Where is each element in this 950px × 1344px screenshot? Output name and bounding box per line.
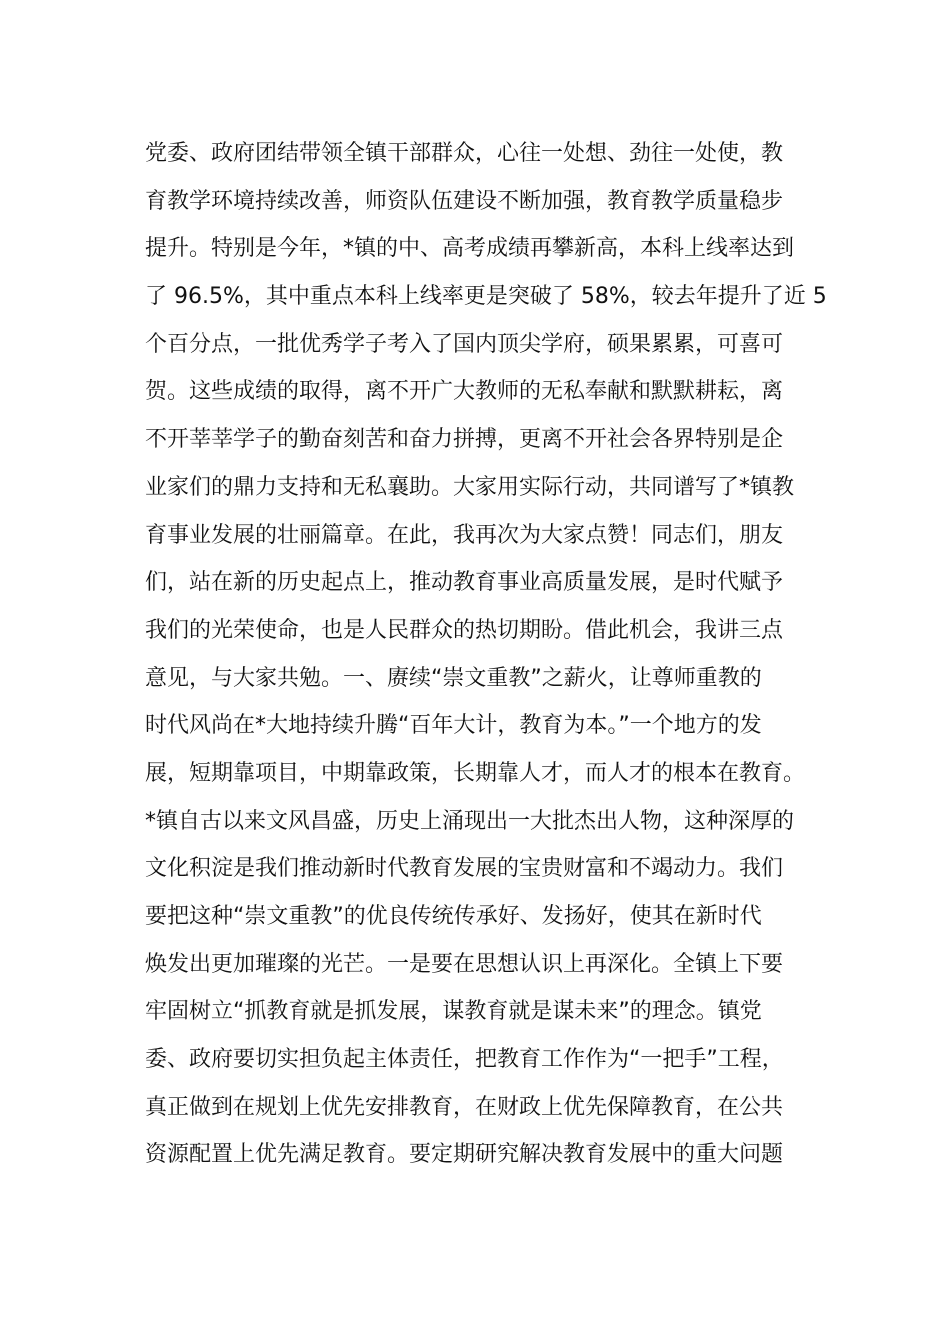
text-line: 育教学环境持续改善，师资队伍建设不断加强，教育教学质量稳步 [145,188,784,214]
text-line: 时代风尚在*大地持续升腾“百年大计，教育为本。”一个地方的发 [145,713,762,739]
text-line: 焕发出更加璀璨的光芒。一是要在思想认识上再深化。全镇上下要 [145,951,784,977]
text-line: 资源配置上优先满足教育。要定期研究解决教育发展中的重大问题 [145,1142,784,1168]
text-line: 要把这种“崇文重教”的优良传统传承好、发扬好，使其在新时代 [145,904,762,929]
body-text [145,134,825,1183]
text-line: 了 96.5%，其中重点本科上线率更是突破了 58%，较去年提升了近 5 [145,284,827,310]
text-line: 个百分点，一批优秀学子考入了国内顶尖学府，硕果累累，可喜可 [145,331,784,357]
text-line: *镇自古以来文风昌盛，历史上涌现出一大批杰出人物，这种深厚的 [145,808,795,834]
text-line: 业家们的鼎力支持和无私襄助。大家用实际行动，共同谱写了*镇教 [145,474,795,500]
text-line: 贺。这些成绩的取得，离不开广大教师的无私奉献和默默耕耘，离 [145,379,784,405]
text-line: 提升。特别是今年，*镇的中、高考成绩再攀新高，本科上线率达到 [145,236,795,262]
text-line: 委、政府要切实担负起主体责任，把教育工作作为“一把手”工程， [145,1047,784,1073]
text-line: 们，站在新的历史起点上，推动教育事业高质量发展，是时代赋予 [145,570,784,596]
text-line: 牢固树立“抓教育就是抓发展，谋教育就是谋未来”的理念。镇党 [145,999,762,1025]
text-line: 不开莘莘学子的勤奋刻苦和奋力拼搏，更离不开社会各界特别是企 [145,427,784,453]
text-line: 我们的光荣使命，也是人民群众的热切期盼。借此机会，我讲三点 [145,617,784,643]
text-line: 党委、政府团结带领全镇干部群众，心往一处想、劲往一处使，教 [145,141,784,166]
text-line: 意见，与大家共勉。一、赓续“崇文重教”之薪火，让尊师重教的 [145,665,762,691]
text-line: 真正做到在规划上优先安排教育，在财政上优先保障教育，在公共 [145,1094,784,1120]
text-line: 文化积淀是我们推动新时代教育发展的宝贵财富和不竭动力。我们 [145,856,784,882]
text-line: 育事业发展的壮丽篇章。在此，我再次为大家点赞！同志们，朋友 [145,522,784,548]
text-line: 展，短期靠项目，中期靠政策，长期靠人才，而人才的根本在教育。 [145,760,806,786]
